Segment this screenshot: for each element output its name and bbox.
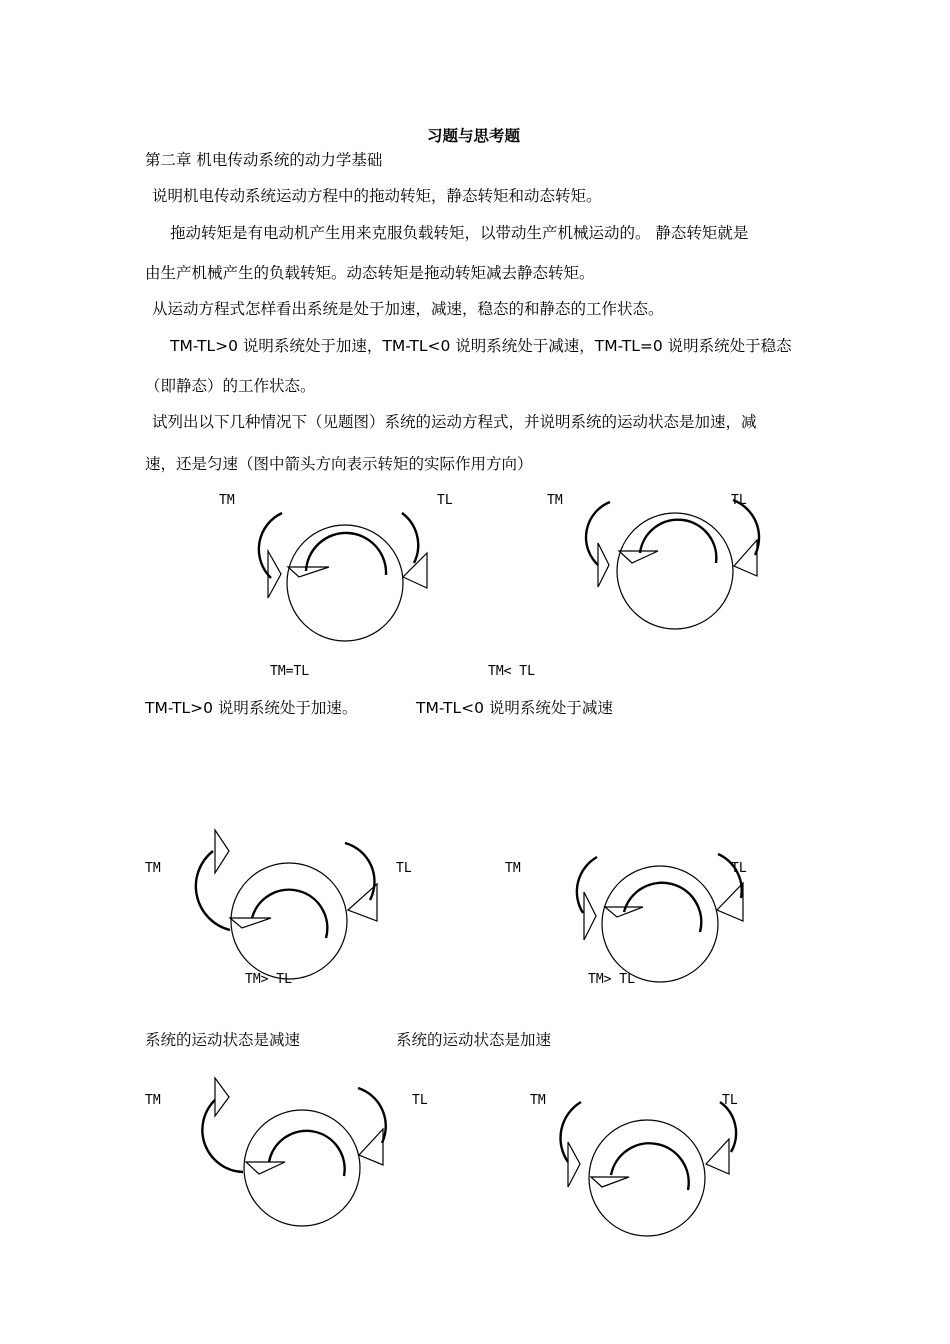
- fig5-tm-arrowhead: [215, 1078, 229, 1116]
- fig3-inner-arrowhead: [230, 918, 271, 928]
- fig2-tl-label: TL: [731, 493, 747, 508]
- fig4-tm-label: TM: [505, 861, 521, 876]
- fig4-tl-label: TL: [731, 861, 747, 876]
- fig4-diagram: [577, 854, 743, 982]
- fig1-tl-arc: [402, 513, 418, 563]
- fig1-tm-arc: [259, 513, 282, 578]
- row1-answer-right: TM-TL<0 说明系统处于减速: [416, 699, 613, 717]
- fig5-diagram: [202, 1078, 385, 1226]
- fig5-tl-label: TL: [412, 1093, 428, 1108]
- fig3-tm-arrowhead: [215, 830, 229, 873]
- row1-answer-left: TM-TL>0 说明系统处于加速。: [145, 699, 358, 717]
- fig1-caption: TM=TL: [270, 664, 310, 679]
- fig6-tm-arrowhead: [568, 1142, 580, 1187]
- fig2-caption: TM< TL: [488, 664, 535, 679]
- question-1: 说明机电传动系统运动方程中的拖动转矩，静态转矩和动态转矩。: [152, 187, 602, 205]
- fig2-tl-arc: [733, 500, 759, 555]
- fig6-tl-label: TL: [722, 1093, 738, 1108]
- fig1-tm-label: TM: [219, 493, 235, 508]
- fig5-inner-arrowhead: [246, 1162, 285, 1174]
- fig2-inner-arrowhead: [619, 551, 658, 563]
- fig2-tm-label: TM: [547, 493, 563, 508]
- question-2: 从运动方程式怎样看出系统是处于加速，减速，稳态的和静态的工作状态。: [152, 300, 664, 318]
- fig4-tl-arc: [718, 854, 742, 898]
- fig4-tm-arrowhead: [584, 892, 596, 940]
- fig4-tm-arc: [577, 857, 597, 913]
- fig5-tl-arrowhead: [359, 1129, 383, 1165]
- answer-2-line-2: （即静态）的工作状态。: [145, 377, 316, 395]
- row2-answer-left: 系统的运动状态是减速: [145, 1031, 301, 1049]
- fig3-shaft-circle: [231, 863, 347, 979]
- fig1-shaft-circle: [287, 525, 403, 641]
- fig5-tm-label: TM: [145, 1093, 161, 1108]
- answer-1-line-1: 拖动转矩是有电动机产生用来克服负载转矩，以带动生产机械运动的。 静态转矩就是: [170, 224, 749, 242]
- fig3-tl-arc: [345, 843, 374, 900]
- fig6-inner-arc: [611, 1143, 689, 1190]
- fig2-shaft-circle: [617, 513, 733, 629]
- fig2-tm-arrowhead: [598, 543, 609, 587]
- question-3-line-1: 试列出以下几种情况下（见题图）系统的运动方程式，并说明系统的运动状态是加速，减: [152, 413, 757, 431]
- fig3-diagram: [196, 830, 377, 979]
- fig6-tm-label: TM: [530, 1093, 546, 1108]
- fig2-diagram: [586, 500, 759, 629]
- fig2-tl-arrowhead: [734, 540, 757, 576]
- fig3-tm-arc: [196, 851, 230, 930]
- fig4-tl-arrowhead: [717, 883, 743, 921]
- fig1-inner-arc: [306, 533, 386, 575]
- fig3-tl-label: TL: [396, 861, 412, 876]
- fig6-inner-arrowhead: [591, 1177, 629, 1187]
- fig6-tm-arc: [561, 1102, 581, 1162]
- fig2-inner-arc: [640, 520, 716, 563]
- fig1-tm-arrowhead: [268, 551, 281, 598]
- fig6-diagram: [561, 1102, 737, 1236]
- fig5-shaft-circle: [244, 1110, 360, 1226]
- question-3-line-2: 速，还是匀速（图中箭头方向表示转矩的实际作用方向）: [145, 455, 533, 473]
- fig5-tl-arc: [358, 1088, 386, 1143]
- fig3-tm-label: TM: [145, 861, 161, 876]
- fig1-tl-label: TL: [437, 493, 453, 508]
- answer-1-line-2: 由生产机械产生的负载转矩。动态转矩是拖动转矩减去静态转矩。: [145, 264, 595, 282]
- fig5-inner-arc: [269, 1131, 345, 1176]
- fig6-tl-arrowhead: [706, 1139, 729, 1174]
- fig5-tm-arc: [202, 1100, 243, 1172]
- row2-answer-right: 系统的运动状态是加速: [396, 1031, 552, 1049]
- fig3-caption: TM> TL: [245, 972, 292, 987]
- page-title: 习题与思考题: [427, 127, 521, 145]
- fig4-caption: TM> TL: [588, 972, 635, 987]
- fig3-inner-arc: [252, 890, 327, 938]
- fig1-diagram: [259, 513, 427, 641]
- answer-2-line-1: TM-TL>0 说明系统处于加速，TM-TL<0 说明系统处于减速，TM-TL=0 说明系统处于稳态: [170, 337, 792, 355]
- chapter-heading: 第二章 机电传动系统的动力学基础: [145, 151, 383, 169]
- fig1-inner-arrowhead: [288, 567, 329, 577]
- fig6-tl-arc: [720, 1102, 736, 1152]
